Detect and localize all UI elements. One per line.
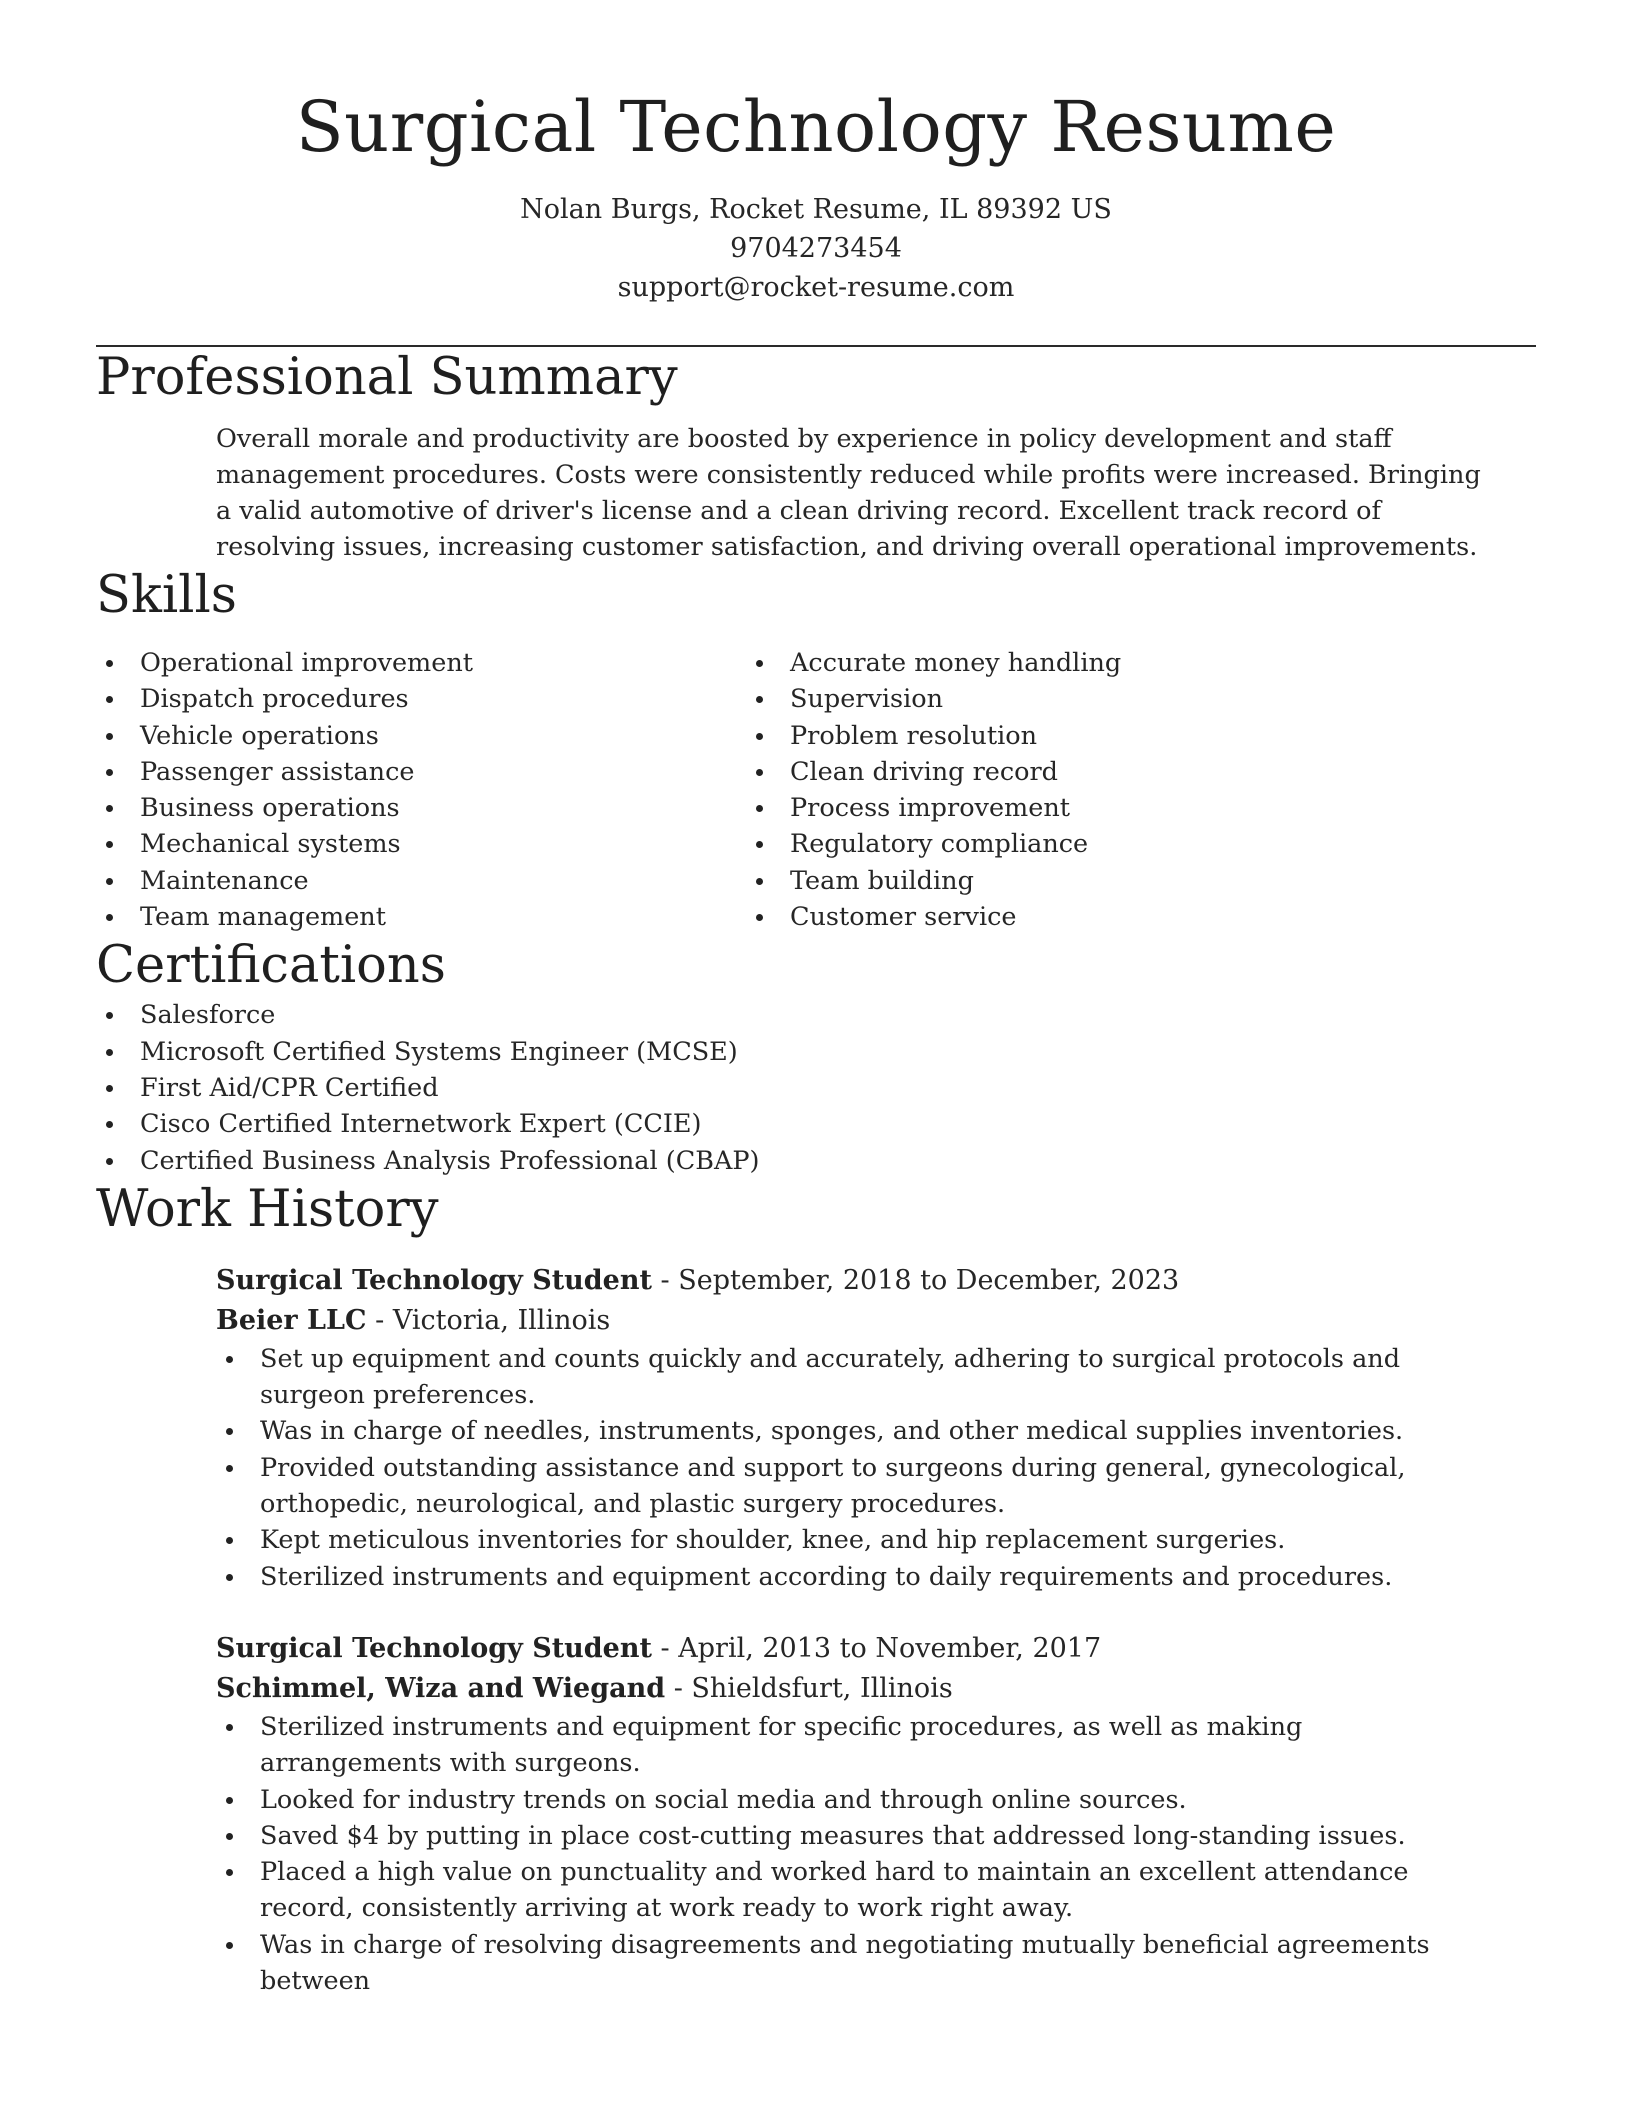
contact-block xyxy=(96,190,1536,307)
skill-item: Maintenance xyxy=(96,863,746,899)
summary-text: Overall morale and productivity are boosted by experience in policy development and staff management procedures. Costs were consistently reduced while profits were increased. Bringing a valid automotive of driver's license and a clean driving record. Excellent track record of resolving issues, increasing customer satisfaction, and driving overall operational improvements. xyxy=(216,424,1481,562)
skill-item: Business operations xyxy=(96,790,746,826)
skill-item: Mechanical systems xyxy=(96,826,746,862)
skill-item: Team building xyxy=(746,863,1346,899)
certifications-list xyxy=(96,997,1536,1178)
skills-heading: Skills xyxy=(96,566,237,625)
job-duty-item: Kept meticulous inventories for shoulder, knee, and hip replacement surgeries. xyxy=(216,1522,1446,1558)
job-company: Beier LLC xyxy=(216,1304,367,1336)
job-dates: - September, 2018 to December, 2023 xyxy=(651,1264,1180,1296)
certification-item: Microsoft Certified Systems Engineer (MCSE) xyxy=(96,1034,1536,1070)
skills-columns xyxy=(96,645,1536,935)
job-duty-item: Placed a high value on punctuality and worked hard to maintain an excellent attendance record, consistently arriving at work ready to work right away. xyxy=(216,1854,1446,1927)
job-duties xyxy=(216,1341,1446,1595)
job-duty-item: Sterilized instruments and equipment for specific procedures, as well as making arrangements with surgeons. xyxy=(216,1709,1446,1782)
job-duty-item: Provided outstanding assistance and support to surgeons during general, gynecological, orthopedic, neurological, and plastic surgery procedures. xyxy=(216,1450,1446,1523)
job-company: Schimmel, Wiza and Wiegand xyxy=(216,1672,666,1704)
job-duty-item: Looked for industry trends on social media and through online sources. xyxy=(216,1782,1446,1818)
job-location: - Shieldsfurt, Illinois xyxy=(665,1672,953,1704)
resume-title: Surgical Technology Resume xyxy=(295,86,1337,168)
skill-item: Regulatory compliance xyxy=(746,826,1346,862)
contact-email: support@rocket-resume.com xyxy=(617,272,1015,303)
work-history-heading: Work History xyxy=(96,1179,439,1239)
job-company-line xyxy=(216,1669,1536,1709)
certification-item: Cisco Certified Internetwork Expert (CCIE) xyxy=(96,1106,1536,1142)
job-company-line xyxy=(216,1301,1536,1341)
summary-heading: Professional Summary xyxy=(96,348,678,407)
skill-item: Customer service xyxy=(746,899,1346,935)
job-entry xyxy=(216,1629,1536,1999)
skill-item: Vehicle operations xyxy=(96,718,746,754)
certifications-heading: Certifications xyxy=(96,936,446,996)
job-duty-item: Sterilized instruments and equipment according to daily requirements and procedures. xyxy=(216,1559,1446,1595)
skill-item: Problem resolution xyxy=(746,718,1346,754)
job-duty-item: Was in charge of needles, instruments, sponges, and other medical supplies inventories. xyxy=(216,1413,1446,1449)
job-duties xyxy=(216,1709,1446,1999)
job-title-line xyxy=(216,1629,1536,1669)
skill-item: Operational improvement xyxy=(96,645,746,681)
skill-item: Accurate money handling xyxy=(746,645,1346,681)
job-title: Surgical Technology Student xyxy=(216,1632,652,1664)
job-location: - Victoria, Illinois xyxy=(366,1304,611,1336)
certification-item: Certified Business Analysis Professional (CBAP) xyxy=(96,1143,1536,1179)
certification-item: Salesforce xyxy=(96,997,1536,1033)
skills-column-1 xyxy=(96,645,746,935)
skill-item: Team management xyxy=(96,899,746,935)
certification-item: First Aid/CPR Certified xyxy=(96,1070,1536,1106)
skill-item: Dispatch procedures xyxy=(96,681,746,717)
job-duty-item: Saved $4 by putting in place cost-cutting measures that addressed long-standing issues. xyxy=(216,1818,1446,1854)
job-title: Surgical Technology Student xyxy=(216,1264,652,1296)
skills-column-2 xyxy=(746,645,1346,935)
skill-item: Process improvement xyxy=(746,790,1346,826)
job-duty-item: Set up equipment and counts quickly and accurately, adhering to surgical protocols and surgeon preferences. xyxy=(216,1341,1446,1414)
job-title-line xyxy=(216,1261,1536,1301)
contact-phone: 9704273454 xyxy=(730,233,902,264)
job-entry xyxy=(216,1261,1536,1595)
job-dates: - April, 2013 to November, 2017 xyxy=(651,1632,1102,1664)
job-duty-item: Was in charge of resolving disagreements and negotiating mutually beneficial agreements between xyxy=(216,1927,1446,2000)
skill-item: Supervision xyxy=(746,681,1346,717)
contact-address: Nolan Burgs, Rocket Resume, IL 89392 US xyxy=(520,194,1112,225)
skill-item: Clean driving record xyxy=(746,754,1346,790)
skill-item: Passenger assistance xyxy=(96,754,746,790)
resume-page xyxy=(96,0,1536,1999)
